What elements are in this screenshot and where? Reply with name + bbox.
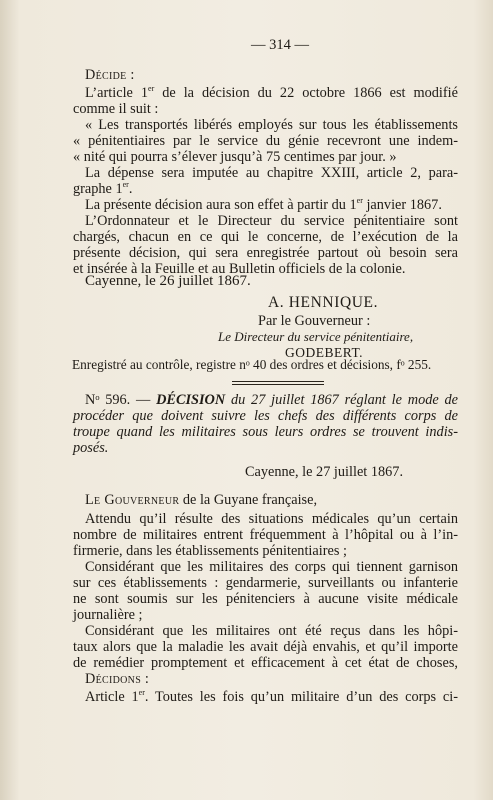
whereas-2-line-3: ne sont soumis sur les pénitenciers à aucune visite médicale	[73, 591, 458, 607]
whereas-3-line-1: Considérant que les militaires ont été reçus dans les hôpi-	[85, 623, 458, 639]
whereas-1-line-3: firmerie, dans les établissements pénitentiaires ;	[73, 543, 347, 559]
quote-line-1: « Les transportés libérés employés sur tous les établissements	[85, 117, 458, 133]
section-divider	[232, 381, 324, 382]
decision-title-line-3: troupe quand les militaires sous leurs ordres se trouvent indis-	[73, 424, 458, 440]
decision-title-line-1: Nᵒ 596. — DÉCISION du 27 juillet 1867 réglant le mode de	[85, 392, 458, 408]
signer-name-2: GODEBERT.	[285, 345, 364, 360]
whereas-2-line-2: sur ces établissements : gendarmerie, surveillants ou infanterie	[73, 575, 458, 591]
place-date: Cayenne, le 26 juillet 1867.	[85, 273, 251, 289]
signer-name: A. HENNIQUE.	[268, 294, 379, 311]
decision-title-line-4: posés.	[73, 440, 109, 456]
expense-line-1: La dépense sera imputée au chapitre XXIII, article 2, para-	[85, 165, 458, 181]
execution-line-4: et insérée à la Feuille et au Bulletin officiels de la colonie.	[73, 261, 406, 277]
director-title: Le Directeur du service pénitentiaire,	[218, 329, 414, 344]
decision-title-line-2: procéder que doivent suivre les chefs des différents corps de	[73, 408, 458, 424]
whereas-1-line-2: nombre de militaires entrent fréquemment à l’hôpital ou à l’in-	[73, 527, 458, 543]
effective-date-line: La présente décision aura son effet à partir du 1er janvier 1867.	[85, 196, 442, 213]
decidons-heading: Décidons :	[85, 671, 150, 687]
quote-line-2: « pénitentiaires par le service du génie recevront une indem-	[73, 133, 458, 149]
quote-line-3: « nité qui pourra s’élever jusqu’à 75 centimes par jour. »	[73, 149, 397, 165]
registration-note: Enregistré au contrôle, registre nᵒ 40 des ordres et décisions, fᵒ 255.	[72, 357, 432, 372]
whereas-2-line-4: journalière ;	[73, 607, 143, 623]
whereas-3-line-2: taux alors que la maladie les avait déjà envahis, et qu’il importe	[73, 639, 458, 655]
decide-heading: Décide :	[85, 67, 135, 83]
governor-heading: Le Gouverneur de la Guyane française,	[85, 492, 318, 508]
page-number: — 314 —	[251, 37, 309, 53]
article-modification-line-1: L’article 1er de la décision du 22 octobre 1866 est modifié	[85, 84, 458, 101]
whereas-2-line-1: Considérant que les militaires des corps qui tiennent garnison	[85, 559, 458, 575]
execution-line-3: présente décision, qui sera enregistrée partout où besoin sera	[73, 245, 458, 261]
by-governor: Par le Gouverneur :	[258, 313, 371, 329]
whereas-1-line-1: Attendu qu’il résulte des situations médicales qu’un certain	[85, 511, 458, 527]
execution-line-2: chargés, chacun en ce qui le concerne, de l’exécution de la	[73, 229, 458, 245]
execution-line-1: L’Ordonnateur et le Directeur du service pénitentiaire sont	[85, 213, 458, 229]
expense-line-2: graphe 1er.	[73, 180, 133, 197]
whereas-3-line-3: de remédier promptement et efficacement à cet état de choses,	[73, 655, 458, 671]
place-date-2: Cayenne, le 27 juillet 1867.	[245, 464, 404, 480]
article-1-line: Article 1er. Toutes les fois qu’un militaire d’un des corps ci-	[85, 688, 458, 705]
article-modification-line-2: comme il suit :	[73, 101, 159, 117]
